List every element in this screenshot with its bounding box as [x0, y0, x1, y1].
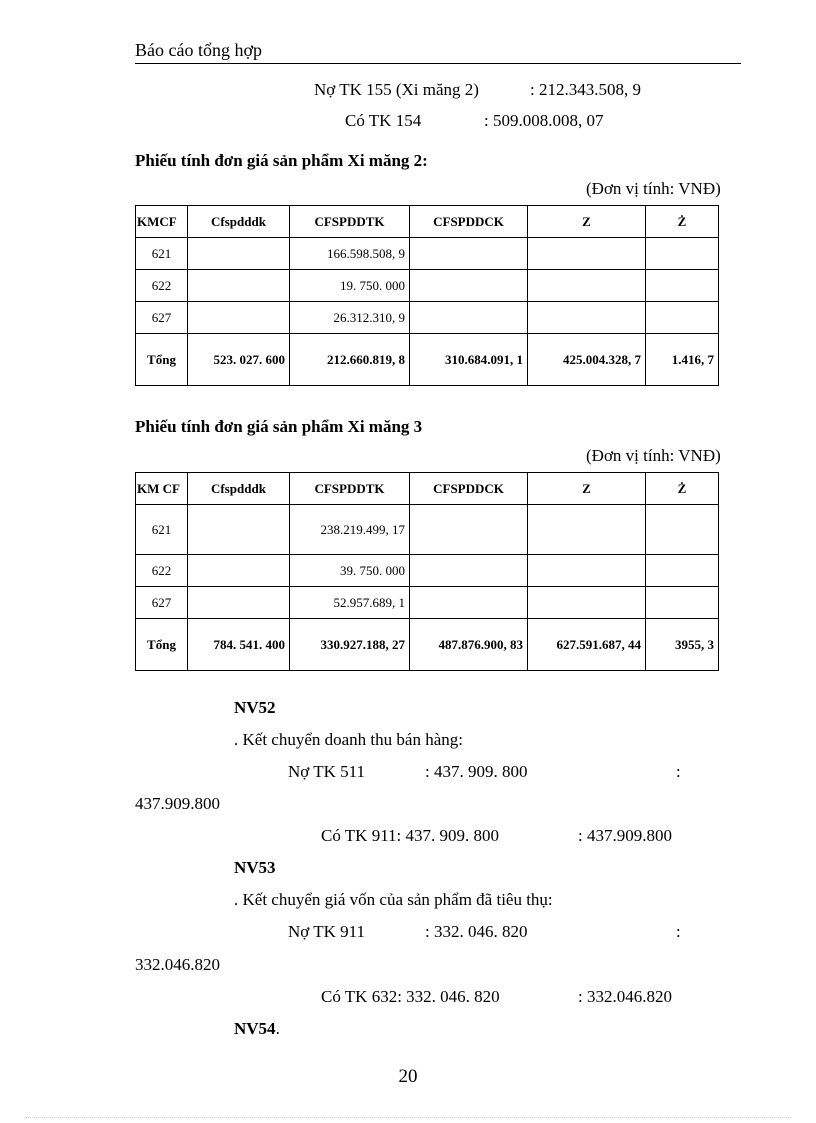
table-cell — [410, 587, 528, 619]
intro-debit-value: : 212.343.508, 9 — [530, 80, 641, 99]
table-cell — [188, 238, 290, 270]
table2-total-row — [136, 619, 719, 671]
table-cell — [528, 505, 646, 555]
table-row — [136, 505, 719, 555]
table-cell: 310.684.091, 1 — [410, 334, 528, 386]
table-cell: 26.312.310, 9 — [290, 302, 410, 334]
table1-title: Phiếu tính đơn giá sản phẩm Xi măng 2: — [135, 151, 428, 170]
table-cell — [646, 555, 719, 587]
table2-title: Phiếu tính đơn giá sản phẩm Xi măng 3 — [135, 417, 423, 436]
table-cell: 3955, 3 — [646, 619, 719, 671]
table-row — [136, 238, 719, 270]
nv52-credit-label: Có TK 911: 437. 909. 800 — [321, 826, 500, 845]
table-cell — [646, 238, 719, 270]
table1-total-row — [136, 334, 719, 386]
nv52-credit-value: : 437.909.800 — [578, 826, 672, 845]
intro-credit-value: : 509.008.008, 07 — [484, 111, 604, 130]
table-cell: 425.004.328, 7 — [528, 334, 646, 386]
table2-header-row — [136, 473, 719, 505]
table-cell: 523. 027. 600 — [188, 334, 290, 386]
intro-debit-label: Nợ TK 155 (Xi măng 2) — [314, 80, 479, 99]
table-row — [136, 270, 719, 302]
total-label: Tổng — [136, 334, 188, 386]
nv52-debit-wrap: 437.909.800 — [135, 794, 220, 813]
header-title: Báo cáo tổng hợp — [135, 40, 262, 60]
nv52-description: . Kết chuyển doanh thu bán hàng: — [234, 730, 463, 749]
table2-col-z-unit: Ż — [646, 473, 719, 505]
nv54-label: NV54 — [234, 1019, 276, 1038]
table1 — [135, 205, 719, 386]
table2-col-cfspddtk: CFSPDDTK — [290, 473, 410, 505]
intro-credit-label: Có TK 154 — [345, 111, 422, 130]
table1-col-cfspdddk: Cfspdddk — [188, 206, 290, 238]
table1-col-cfspddtk: CFSPDDTK — [290, 206, 410, 238]
nv53-description: . Kết chuyển giá vốn của sản phẩm đã tiêu thụ: — [234, 890, 553, 909]
table1-col-z: Z — [528, 206, 646, 238]
table-cell — [188, 302, 290, 334]
nv54-line — [234, 1019, 280, 1039]
nv53-debit-colon: : — [676, 922, 681, 941]
table-cell — [188, 555, 290, 587]
table-cell — [410, 270, 528, 302]
table-cell: 1.416, 7 — [646, 334, 719, 386]
table-cell — [528, 555, 646, 587]
table-cell: 621 — [136, 505, 188, 555]
table1-col-z-unit: Ż — [646, 206, 719, 238]
table-cell — [410, 555, 528, 587]
table1-col-kmcf: KMCF — [136, 206, 188, 238]
table-cell: 622 — [136, 270, 188, 302]
table-cell: 627 — [136, 302, 188, 334]
table-cell — [528, 302, 646, 334]
table-cell — [528, 238, 646, 270]
table-cell — [410, 238, 528, 270]
table-cell — [528, 587, 646, 619]
nv53-credit-label: Có TK 632: 332. 046. 820 — [321, 987, 500, 1006]
nv53-debit-wrap: 332.046.820 — [135, 955, 220, 974]
table-cell: 621 — [136, 238, 188, 270]
table2 — [135, 472, 719, 671]
table-cell: 330.927.188, 27 — [290, 619, 410, 671]
table1-col-cfspddck: CFSPDDCK — [410, 206, 528, 238]
table-cell — [646, 270, 719, 302]
page-bottom-divider — [25, 1117, 791, 1118]
table-cell — [188, 587, 290, 619]
table-cell — [410, 505, 528, 555]
table-row — [136, 302, 719, 334]
table2-col-kmcf: KM CF — [136, 473, 188, 505]
nv53-debit-value: : 332. 046. 820 — [425, 922, 528, 941]
nv52-debit-value: : 437. 909. 800 — [425, 762, 528, 781]
header-divider — [135, 63, 741, 64]
table-row — [136, 587, 719, 619]
nv54-suffix: . — [275, 1019, 280, 1038]
table2-unit: (Đơn vị tính: VNĐ) — [586, 446, 721, 465]
table-row — [136, 555, 719, 587]
table-cell — [646, 505, 719, 555]
table-cell: 784. 541. 400 — [188, 619, 290, 671]
table-cell: 19. 750. 000 — [290, 270, 410, 302]
table-cell: 622 — [136, 555, 188, 587]
nv53-label: NV53 — [234, 858, 276, 877]
table-cell — [188, 505, 290, 555]
nv52-debit-label: Nợ TK 511 — [288, 762, 365, 781]
table-cell: 627.591.687, 44 — [528, 619, 646, 671]
table-cell — [188, 270, 290, 302]
page-number: 20 — [398, 1066, 418, 1087]
table-cell: 627 — [136, 587, 188, 619]
table-cell: 212.660.819, 8 — [290, 334, 410, 386]
table-cell: 166.598.508, 9 — [290, 238, 410, 270]
table-cell — [646, 587, 719, 619]
table1-header-row — [136, 206, 719, 238]
nv52-debit-colon: : — [676, 762, 681, 781]
table2-col-cfspdddk: Cfspdddk — [188, 473, 290, 505]
table1-unit: (Đơn vị tính: VNĐ) — [586, 179, 721, 198]
nv53-debit-label: Nợ TK 911 — [288, 922, 365, 941]
table2-col-cfspddck: CFSPDDCK — [410, 473, 528, 505]
table-cell: 487.876.900, 83 — [410, 619, 528, 671]
nv53-credit-value: : 332.046.820 — [578, 987, 672, 1006]
table-cell: 52.957.689, 1 — [290, 587, 410, 619]
table-cell: 238.219.499, 17 — [290, 505, 410, 555]
table-cell — [646, 302, 719, 334]
nv52-label: NV52 — [234, 698, 276, 717]
table2-col-z: Z — [528, 473, 646, 505]
table-cell — [528, 270, 646, 302]
table-cell — [410, 302, 528, 334]
total-label: Tổng — [136, 619, 188, 671]
table-cell: 39. 750. 000 — [290, 555, 410, 587]
